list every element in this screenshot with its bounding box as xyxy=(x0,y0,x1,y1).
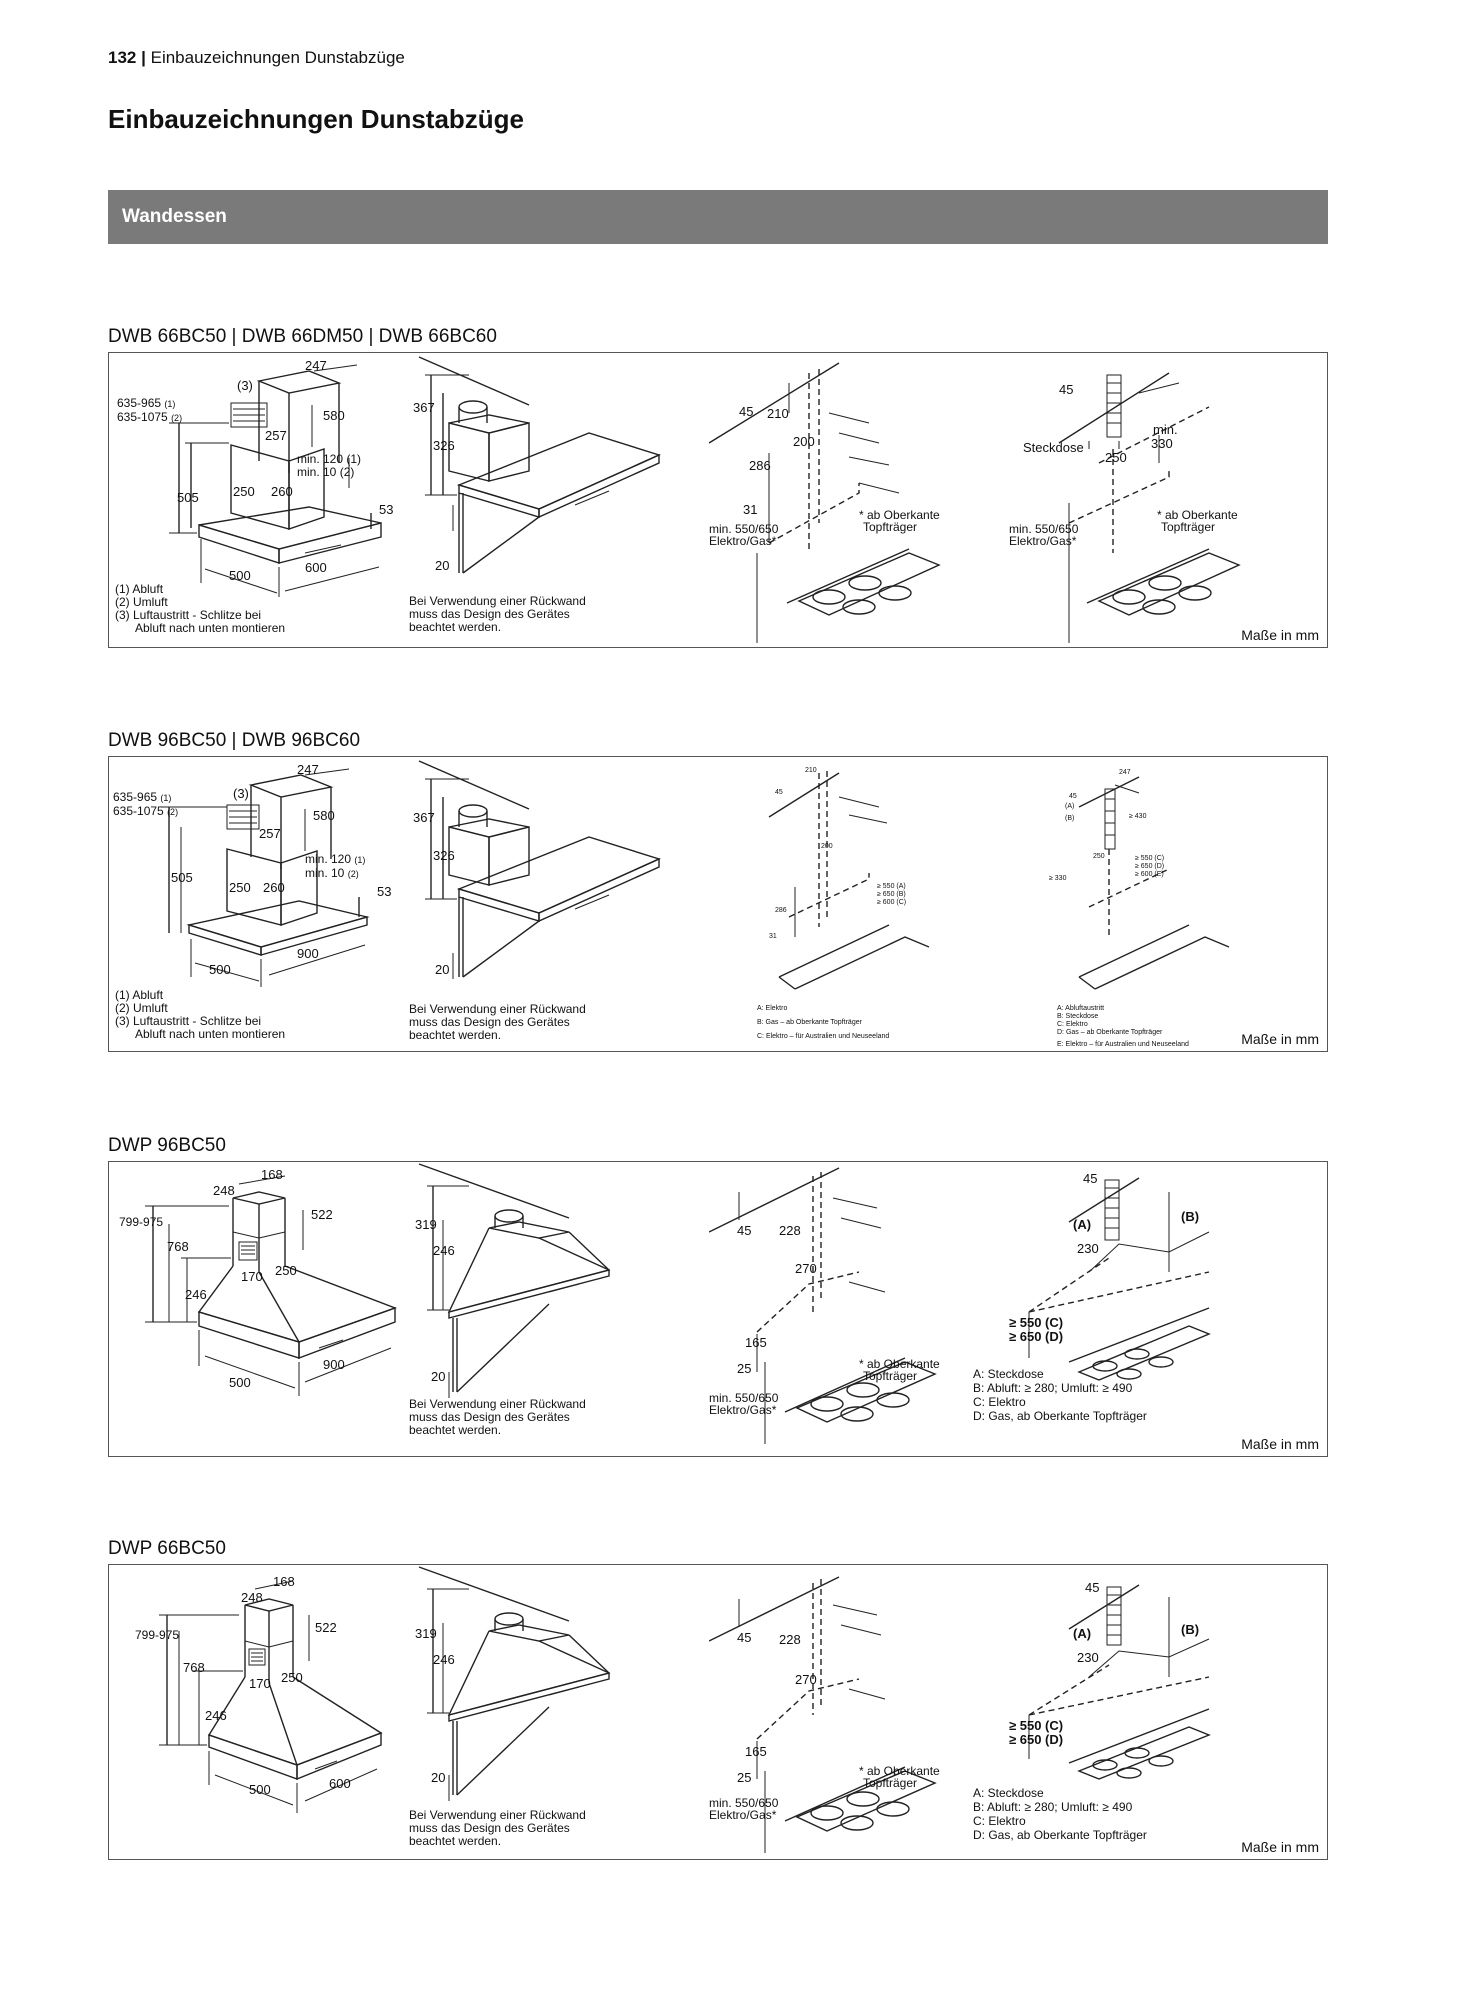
dim-635-965: 635-965 (1) xyxy=(117,396,176,410)
legend-b: B: Abluft: ≥ 280; Umluft: ≥ 490 xyxy=(973,1381,1133,1395)
note-beachtet: beachtet werden. xyxy=(409,1834,502,1848)
note-elektro-gas: Elektro/Gas* xyxy=(709,1403,777,1417)
dim-635-965: 635-965 (1) xyxy=(113,790,172,804)
legend-a: A: Elektro xyxy=(757,1005,788,1012)
dim-505: 505 xyxy=(177,490,199,505)
dim-min-120: min. 120 (1) xyxy=(305,852,366,866)
note-topftraeger: Topfträger xyxy=(863,1776,918,1790)
dim-165: 165 xyxy=(745,1335,767,1350)
dim-25: 25 xyxy=(737,1770,752,1785)
label-b: (B) xyxy=(1065,815,1075,822)
note-min-550-650: min. 550/650 xyxy=(709,1391,779,1405)
dim-170: 170 xyxy=(249,1676,271,1691)
dim-200: 200 xyxy=(821,843,833,850)
note-design: muss das Design des Gerätes xyxy=(409,1821,570,1835)
dim-635-1075: 635-1075 (2) xyxy=(113,804,179,818)
dim-25: 25 xyxy=(737,1361,752,1376)
note-rueckwand: Bei Verwendung einer Rückwand xyxy=(409,1002,586,1016)
range-c: ≥ 550 (C) xyxy=(1009,1315,1064,1330)
dim-330: 330 xyxy=(1151,436,1173,451)
legend-c: C: Elektro xyxy=(973,1395,1026,1409)
running-header xyxy=(108,48,405,68)
dim-246: 246 xyxy=(205,1708,227,1723)
dim-250: 250 xyxy=(233,484,255,499)
panel-mounting xyxy=(709,353,1009,647)
dim-45: 45 xyxy=(1083,1171,1098,1186)
dim-200: 200 xyxy=(793,434,815,449)
note-min-550-650: min. 550/650 xyxy=(1009,522,1079,536)
dim-20: 20 xyxy=(431,1770,446,1785)
legend-d: D: Gas, ab Oberkante Topfträger xyxy=(973,1828,1147,1842)
mounting-drawing xyxy=(709,353,1009,649)
mounting-drawing xyxy=(709,757,1009,1053)
note-ab-oberkante: * ab Oberkante xyxy=(859,1357,940,1371)
note-umluft: (2) Umluft xyxy=(115,595,168,609)
label-3: (3) xyxy=(233,786,249,801)
note-topftraeger: Topfträger xyxy=(863,520,918,534)
dim-246: 246 xyxy=(185,1287,207,1302)
dim-31: 31 xyxy=(769,933,777,940)
header-separator: | xyxy=(141,48,146,67)
dim-45: 45 xyxy=(1059,382,1074,397)
legend-b: B: Abluft: ≥ 280; Umluft: ≥ 490 xyxy=(973,1800,1133,1814)
dim-246: 246 xyxy=(433,1652,455,1667)
panel-side-view xyxy=(409,353,709,647)
range-b: ≥ 650 (B) xyxy=(877,891,906,898)
panel-chimney-dimensions xyxy=(109,757,409,1051)
legend-c: C: Elektro xyxy=(973,1814,1026,1828)
dim-286: 286 xyxy=(775,907,787,914)
range-c: ≥ 550 (C) xyxy=(1009,1718,1064,1733)
dim-247: 247 xyxy=(305,358,327,373)
range-e: ≥ 600 (E) xyxy=(1135,871,1164,878)
panel-side-view xyxy=(409,1162,709,1456)
range-c: ≥ 550 (C) xyxy=(1135,855,1165,862)
panel-pyramid-dimensions xyxy=(109,1162,409,1456)
dim-230: 230 xyxy=(1077,1650,1099,1665)
legend-d: D: Gas, ab Oberkante Topfträger xyxy=(973,1409,1147,1423)
dim-247: 247 xyxy=(1119,769,1131,776)
dim-580: 580 xyxy=(323,408,345,423)
dim-min-120: min. 120 (1) xyxy=(297,452,362,466)
dim-210: 210 xyxy=(767,406,789,421)
dim-505: 505 xyxy=(171,870,193,885)
dim-270: 270 xyxy=(795,1261,817,1276)
dim-319: 319 xyxy=(415,1626,437,1641)
dim-20: 20 xyxy=(431,1369,446,1384)
note-rueckwand: Bei Verwendung einer Rückwand xyxy=(409,1397,586,1411)
range-a: ≥ 550 (A) xyxy=(877,883,906,890)
dim-45: 45 xyxy=(1085,1580,1100,1595)
note-design: muss das Design des Gerätes xyxy=(409,607,570,621)
dim-580: 580 xyxy=(313,808,335,823)
range-d: ≥ 650 (D) xyxy=(1135,863,1165,870)
dim-250: 250 xyxy=(275,1263,297,1278)
note-ab-oberkante: * ab Oberkante xyxy=(1157,508,1238,522)
dim-250: 250 xyxy=(1093,853,1105,860)
page-number: 132 xyxy=(108,48,137,67)
dim-246: 246 xyxy=(433,1243,455,1258)
dim-min-10: min. 10 (2) xyxy=(297,465,355,479)
panel-side-view xyxy=(409,757,709,1051)
dim-247: 247 xyxy=(297,762,319,777)
panel-pyramid-dimensions xyxy=(109,1565,409,1859)
dim-900: 900 xyxy=(323,1357,345,1372)
legend-a: A: Abluftaustritt xyxy=(1057,1005,1105,1012)
panel-side-view xyxy=(409,1565,709,1859)
dim-53: 53 xyxy=(379,502,394,517)
dim-168: 168 xyxy=(273,1574,295,1589)
dim-45: 45 xyxy=(1069,793,1077,800)
note-elektro-gas: Elektro/Gas* xyxy=(1009,534,1077,548)
range-c: ≥ 600 (C) xyxy=(877,899,907,906)
dim-257: 257 xyxy=(265,428,287,443)
range-d: ≥ 650 (D) xyxy=(1009,1732,1064,1747)
panel-socket xyxy=(973,1565,1327,1859)
label-b: (B) xyxy=(1181,1622,1200,1637)
dim-522: 522 xyxy=(311,1207,333,1222)
note-design: muss das Design des Gerätes xyxy=(409,1410,570,1424)
note-abluft-unten: Abluft nach unten montieren xyxy=(135,621,286,635)
dim-600: 600 xyxy=(329,1776,351,1791)
legend-c: C: Elektro – für Australien und Neuseeland xyxy=(757,1033,890,1040)
label-b: (B) xyxy=(1181,1209,1200,1224)
panel-socket xyxy=(973,1162,1327,1456)
note-ab-oberkante: * ab Oberkante xyxy=(859,1764,940,1778)
panel-mounting xyxy=(709,1565,1009,1859)
dim-228: 228 xyxy=(779,1632,801,1647)
unit-note: Maße in mm xyxy=(1241,1839,1319,1855)
dim-522: 522 xyxy=(315,1620,337,1635)
dim-900: 900 xyxy=(297,946,319,961)
note-min-550-650: min. 550/650 xyxy=(709,522,779,536)
drawing-frame-2 xyxy=(108,756,1328,1052)
dim-31: 31 xyxy=(743,502,758,517)
dim-45: 45 xyxy=(737,1630,752,1645)
note-rueckwand: Bei Verwendung einer Rückwand xyxy=(409,594,586,608)
note-beachtet: beachtet werden. xyxy=(409,620,502,634)
dim-319: 319 xyxy=(415,1217,437,1232)
label-a: (A) xyxy=(1073,1217,1092,1232)
dim-500: 500 xyxy=(229,568,251,583)
dim-799-975: 799-975 xyxy=(135,1628,180,1642)
dim-230: 230 xyxy=(1077,1241,1099,1256)
unit-note: Maße in mm xyxy=(1241,1436,1319,1452)
dim-248: 248 xyxy=(213,1183,235,1198)
range-d: ≥ 650 (D) xyxy=(1009,1329,1064,1344)
dim-170: 170 xyxy=(241,1269,263,1284)
dim-367: 367 xyxy=(413,400,435,415)
label-a: (A) xyxy=(1073,1626,1092,1641)
dim-20: 20 xyxy=(435,962,450,977)
note-min-550-650: min. 550/650 xyxy=(709,1796,779,1810)
dim-210: 210 xyxy=(805,767,817,774)
socket-drawing xyxy=(1009,1565,1327,1861)
dim-250: 250 xyxy=(281,1670,303,1685)
label-3: (3) xyxy=(237,378,253,393)
dim-367: 367 xyxy=(413,810,435,825)
dim-250: 250 xyxy=(229,880,251,895)
section-title-4: DWP 66BC50 xyxy=(108,1538,226,1559)
dim-768: 768 xyxy=(183,1660,205,1675)
note-beachtet: beachtet werden. xyxy=(409,1028,502,1042)
pyramid-hood-drawing xyxy=(109,1565,409,1861)
pyramid-hood-drawing xyxy=(109,1162,409,1458)
dim-248: 248 xyxy=(241,1590,263,1605)
label-a: (A) xyxy=(1065,803,1075,810)
dim-min: min. xyxy=(1153,422,1178,437)
note-ab-oberkante: * ab Oberkante xyxy=(859,508,940,522)
note-abluft-unten: Abluft nach unten montieren xyxy=(135,1027,286,1041)
legend-b: B: Steckdose xyxy=(1057,1013,1099,1020)
legend-d: D: Gas – ab Oberkante Topfträger xyxy=(1057,1029,1163,1036)
note-topftraeger: Topfträger xyxy=(1161,520,1216,534)
drawing-frame-4 xyxy=(108,1564,1328,1860)
dim-286: 286 xyxy=(749,458,771,473)
dim-257: 257 xyxy=(259,826,281,841)
dim-45: 45 xyxy=(775,789,783,796)
legend-c: C: Elektro xyxy=(1057,1021,1088,1028)
panel-chimney-dimensions xyxy=(109,353,409,647)
dim-260: 260 xyxy=(263,880,285,895)
dim-326: 326 xyxy=(433,848,455,863)
section-title-2: DWB 96BC50 | DWB 96BC60 xyxy=(108,730,361,751)
dim-min-10: min. 10 (2) xyxy=(305,866,359,880)
label-steckdose: Steckdose xyxy=(1023,440,1084,455)
unit-note: Maße in mm xyxy=(1241,627,1319,643)
page-title: Einbauzeichnungen Dunstabzüge xyxy=(108,104,525,134)
note-umluft: (2) Umluft xyxy=(115,1001,168,1015)
section-title-3: DWP 96BC50 xyxy=(108,1135,226,1156)
dim-270: 270 xyxy=(795,1672,817,1687)
note-abluft: (1) Abluft xyxy=(115,582,164,596)
dim-500: 500 xyxy=(209,962,231,977)
note-design: muss das Design des Gerätes xyxy=(409,1015,570,1029)
dim-326: 326 xyxy=(433,438,455,453)
dim-20: 20 xyxy=(435,558,450,573)
drawing-frame-1 xyxy=(108,352,1328,648)
dim-53: 53 xyxy=(377,884,392,899)
dim-635-1075: 635-1075 (2) xyxy=(117,410,183,424)
note-elektro-gas: Elektro/Gas* xyxy=(709,534,777,548)
dim-430: ≥ 430 xyxy=(1129,813,1147,820)
dim-500: 500 xyxy=(249,1782,271,1797)
unit-note: Maße in mm xyxy=(1241,1031,1319,1047)
note-rueckwand: Bei Verwendung einer Rückwand xyxy=(409,1808,586,1822)
note-elektro-gas: Elektro/Gas* xyxy=(709,1808,777,1822)
dim-799-975: 799-975 xyxy=(119,1215,164,1229)
legend-a: A: Steckdose xyxy=(973,1367,1044,1381)
dim-768: 768 xyxy=(167,1239,189,1254)
panel-socket xyxy=(1009,757,1327,1051)
note-luftaustritt: (3) Luftaustritt - Schlitze bei xyxy=(115,1014,262,1028)
panel-mounting xyxy=(709,757,1009,1051)
panel-socket xyxy=(1009,353,1327,647)
dim-330: ≥ 330 xyxy=(1049,875,1067,882)
drawing-frame-3 xyxy=(108,1161,1328,1457)
section-banner: Wandessen xyxy=(108,190,1328,244)
dim-168: 168 xyxy=(261,1167,283,1182)
note-luftaustritt: (3) Luftaustritt - Schlitze bei xyxy=(115,608,262,622)
dim-250: 250 xyxy=(1105,450,1127,465)
dim-165: 165 xyxy=(745,1744,767,1759)
dim-600: 600 xyxy=(305,560,327,575)
dim-260: 260 xyxy=(271,484,293,499)
note-beachtet: beachtet werden. xyxy=(409,1423,502,1437)
running-title: Einbauzeichnungen Dunstabzüge xyxy=(150,48,405,67)
panel-mounting xyxy=(709,1162,1009,1456)
legend-b: B: Gas – ab Oberkante Topfträger xyxy=(757,1019,862,1026)
note-topftraeger: Topfträger xyxy=(863,1369,918,1383)
section-title-1: DWB 66BC50 | DWB 66DM50 | DWB 66BC60 xyxy=(108,326,497,347)
dim-45: 45 xyxy=(739,404,754,419)
legend-a: A: Steckdose xyxy=(973,1786,1044,1800)
dim-45: 45 xyxy=(737,1223,752,1238)
socket-drawing xyxy=(1009,353,1327,649)
dim-500: 500 xyxy=(229,1375,251,1390)
note-abluft: (1) Abluft xyxy=(115,988,164,1002)
dim-228: 228 xyxy=(779,1223,801,1238)
legend-e: E: Elektro – für Australien und Neuseeland xyxy=(1057,1041,1189,1048)
